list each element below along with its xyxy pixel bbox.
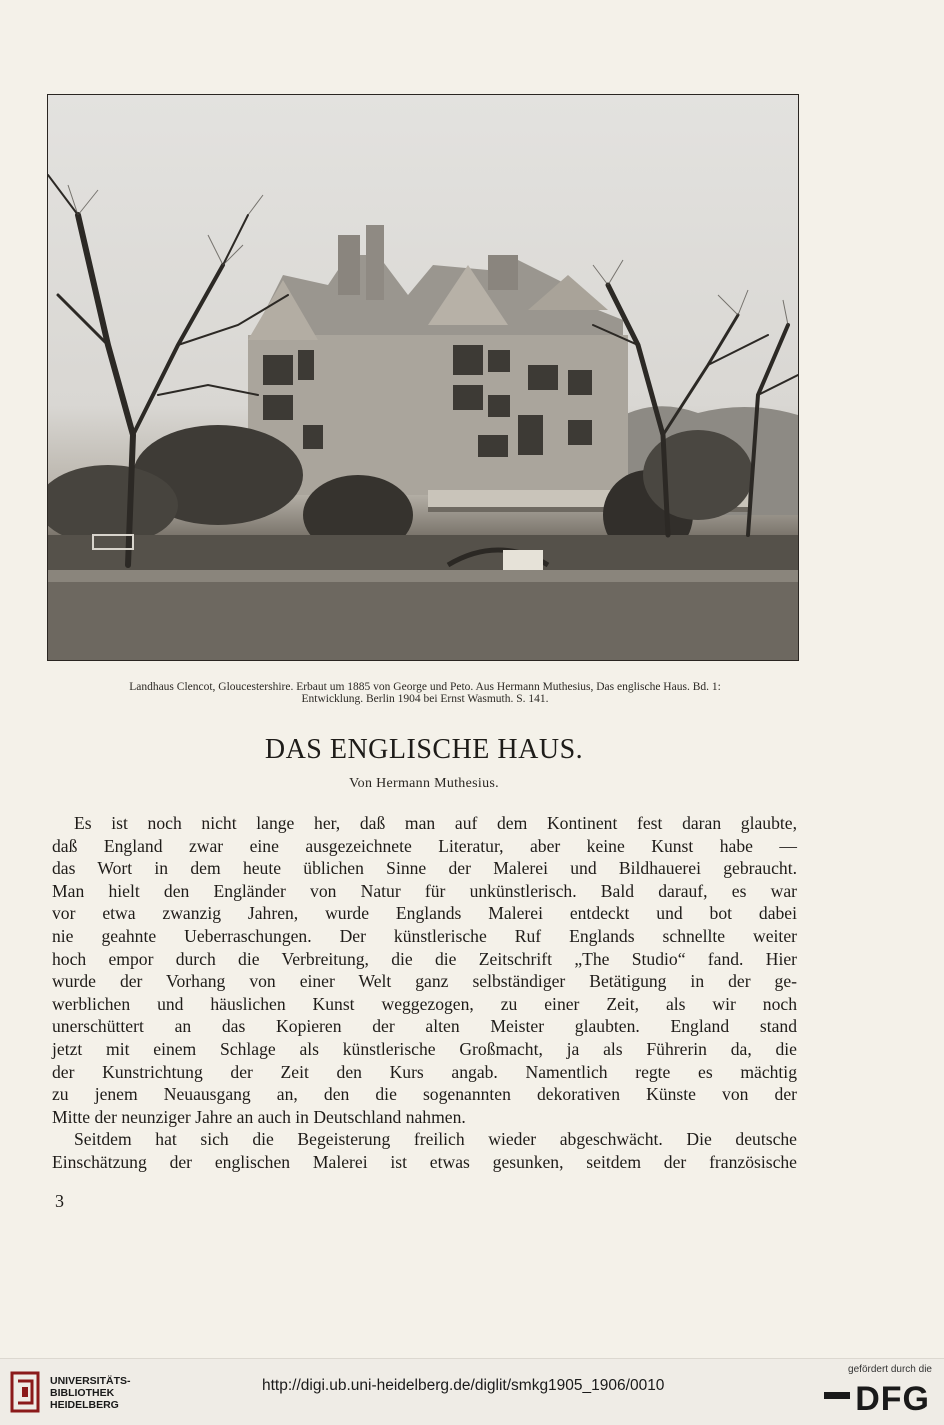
text-line: hoch empor durch die Verbreitung, die die Zeitschrift „The Studio“ fand. Hier	[52, 948, 797, 969]
library-name-line-1: UNIVERSITÄTS-	[50, 1375, 131, 1387]
text-line: vor etwa zwanzig Jahren, wurde Englands Malerei entdeckt und bot dabei	[52, 903, 797, 924]
text-line: Seitdem hat sich die Begeisterung freilich wieder abgeschwächt. Die deutsche	[74, 1129, 797, 1150]
library-name	[50, 1375, 131, 1411]
article-body	[52, 812, 797, 1174]
caption-line-1: Landhaus Clencot, Gloucestershire. Erbaut um 1885 von George und Peto. Aus Hermann Muthesius, Das englische Haus. Bd. 1:	[129, 681, 721, 693]
dfg-logo-bar-icon	[824, 1392, 850, 1399]
text-line: jetzt mit einem Schlage als künstlerische Großmacht, ja als Führerin da, die	[52, 1038, 797, 1059]
photo-illustration	[48, 95, 798, 660]
caption-line-2: Entwicklung. Berlin 1904 bei Ernst Wasmuth. S. 141.	[301, 693, 549, 705]
permalink-url[interactable]: http://digi.ub.uni-heidelberg.de/diglit/smkg1905_1906/0010	[262, 1377, 665, 1394]
text-line: der Kunstrichtung der Zeit den Kurs angab. Namentlich regte es mächtig	[52, 1061, 797, 1082]
dfg-logo: DFG	[855, 1380, 930, 1418]
article-author: Von Hermann Muthesius.	[349, 776, 499, 791]
article-title: DAS ENGLISCHE HAUS.	[264, 734, 584, 765]
text-line: nie geahnte Ueberraschungen. Der künstlerische Ruf Englands schnellte weiter	[52, 925, 797, 946]
text-line: wurde der Vorhang von einer Welt ganz selbständiger Betätigung in der ge-	[52, 971, 797, 992]
text-line: Man hielt den Engländer von Natur für unkünstlerisch. Bald darauf, es war	[52, 880, 797, 901]
footer-bar	[0, 1358, 944, 1425]
library-name-line-3: HEIDELBERG	[50, 1399, 119, 1411]
text-line: unerschüttert an das Kopieren der alten Meister glaubten. England stand	[52, 1016, 797, 1037]
house-photograph	[47, 94, 799, 661]
page-number: 3	[55, 1191, 64, 1211]
text-line: das Wort in dem heute üblichen Sinne der Malerei und Bildhauerei gebraucht.	[52, 858, 797, 879]
photo-caption	[40, 681, 810, 705]
library-name-line-2: BIBLIOTHEK	[50, 1387, 115, 1399]
library-logo-icon	[10, 1369, 42, 1415]
text-line: Einschätzung der englischen Malerei ist etwas gesunken, seitdem der französische	[52, 1151, 797, 1172]
funded-by-label: gefördert durch die	[848, 1364, 932, 1375]
text-line: Es ist noch nicht lange her, daß man auf dem Kontinent fest daran glaubte,	[74, 813, 797, 833]
text-line: Mitte der neunziger Jahre an auch in Deutschland nahmen.	[52, 1106, 466, 1127]
text-line: zu jenem Neuausgang an, den die sogenannten dekorativen Künste von der	[52, 1084, 797, 1105]
text-line: daß England zwar eine ausgezeichnete Literatur, aber keine Kunst habe —	[52, 835, 797, 856]
text-line: werblichen und häuslichen Kunst weggezogen, zu einer Zeit, als wir noch	[52, 993, 797, 1014]
